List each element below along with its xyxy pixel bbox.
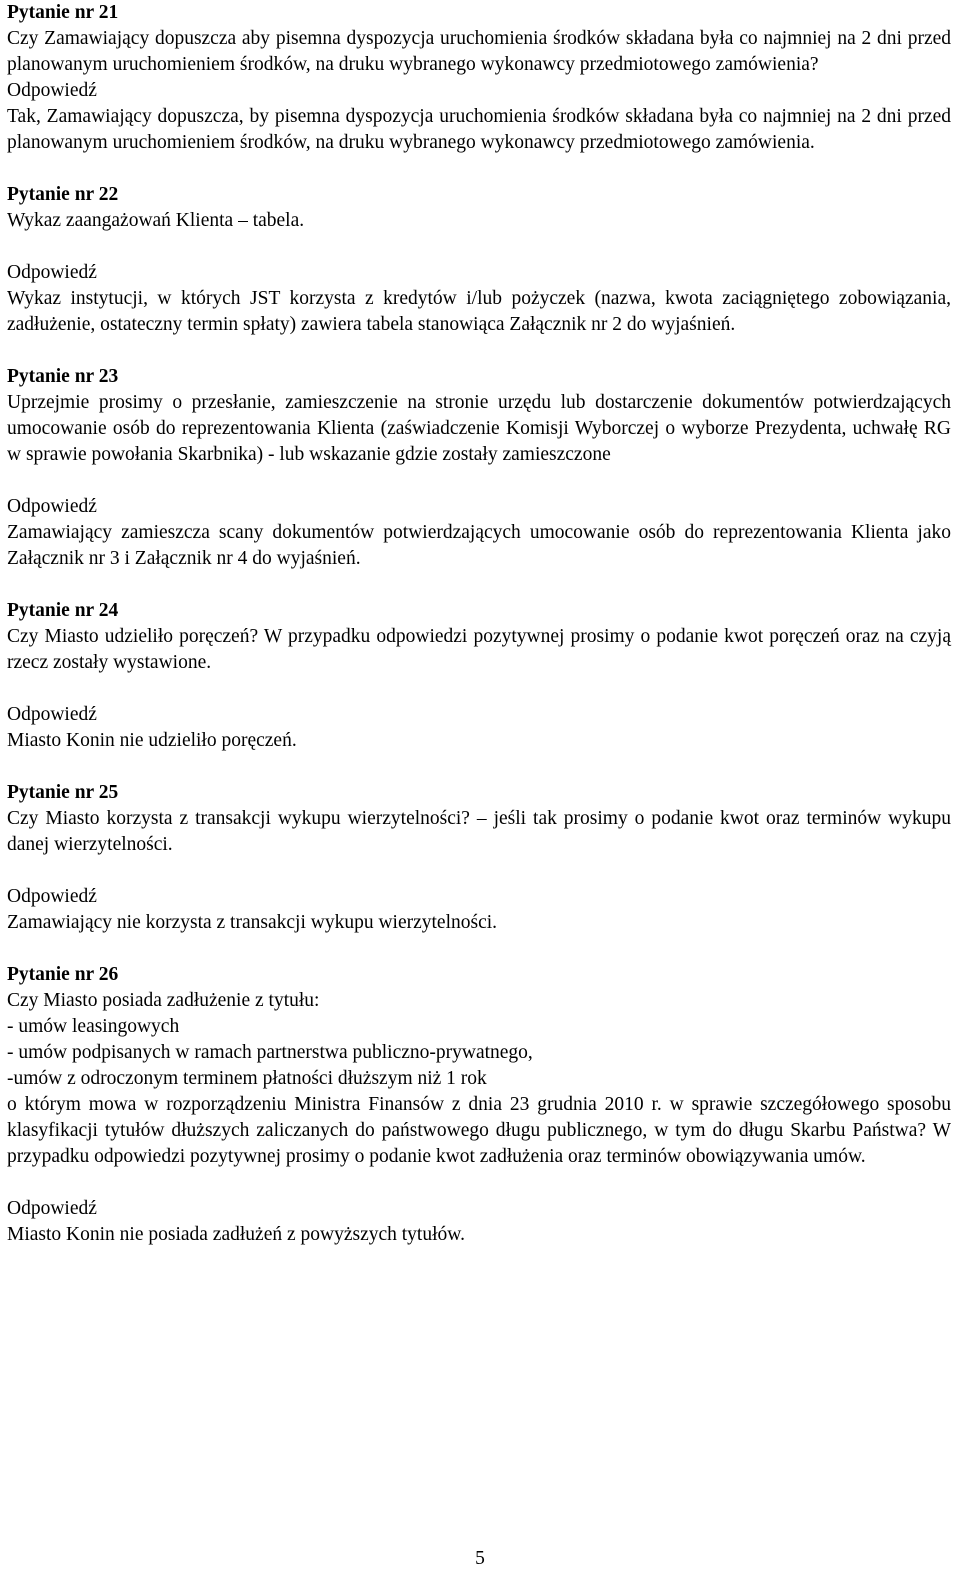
answer-23-text: Zamawiający zamieszcza scany dokumentów potwierdzających umocowanie osób do reprezentowania Klienta jako Załącznik nr 3 i Załącznik nr 4 do wyjaśnień.	[7, 522, 951, 569]
answer-22-label: Odpowiedź	[7, 262, 97, 283]
document-page	[7, 0, 951, 1248]
question-24-text: Czy Miasto udzieliło poręczeń? W przypadku odpowiedzi pozytywnej prosimy o podanie kwot poręczeń oraz na czyją rzecz zostały wystawione.	[7, 626, 951, 673]
answer-26-label: Odpowiedź	[7, 1198, 97, 1219]
question-22-title: Pytanie nr 22	[7, 184, 119, 205]
answer-24-label: Odpowiedź	[7, 704, 97, 725]
answer-21-text: Tak, Zamawiający dopuszcza, by pisemna dyspozycja uruchomienia środków składana była co najmniej na 2 dni przed planowanym uruchomieniem środków, na druku wybranego wykonawcy przedmiotowego zamówienia.	[7, 106, 951, 153]
answer-22-text: Wykaz instytucji, w których JST korzysta z kredytów i/lub pożyczek (nazwa, kwota zaciągniętego zobowiązania, zadłużenie, ostateczny termin spłaty) zawiera tabela stanowiąca Załącznik nr 2 do wyjaśnień.	[7, 288, 951, 335]
answer-21-label: Odpowiedź	[7, 80, 97, 101]
page-number: 5	[475, 1548, 485, 1569]
question-25-title: Pytanie nr 25	[7, 782, 119, 803]
question-23-text: Uprzejmie prosimy o przesłanie, zamieszczenie na stronie urzędu lub dostarczenie dokumentów potwierdzających umocowanie osób do reprezentowania Klienta (zaświadczenie Komisji Wyborczej o wyborze Prezydenta, uchwałę RG w sprawie powołania Skarbnika) - lub wskazanie gdzie zostały zamieszczone	[7, 392, 951, 465]
question-21-text: Czy Zamawiający dopuszcza aby pisemna dyspozycja uruchomienia środków składana była co najmniej na 2 dni przed planowanym uruchomieniem środków, na druku wybranego wykonawcy przedmiotowego zamówienia?	[7, 28, 951, 75]
question-26-text: o którym mowa w rozporządzeniu Ministra Finansów z dnia 23 grudnia 2010 r. w sprawie szczegółowego sposobu klasyfikacji tytułów dłuższych zaliczanych do państwowego długu publicznego, w tym do długu Skarbu Państwa? W przypadku odpowiedzi pozytywnej prosimy o podanie kwot zadłużenia oraz terminów obowiązywania umów.	[7, 1094, 951, 1167]
question-22-text: Wykaz zaangażowań Klienta – tabela.	[7, 210, 305, 231]
answer-25-text: Zamawiający nie korzysta z transakcji wykupu wierzytelności.	[7, 912, 498, 933]
answer-26-text: Miasto Konin nie posiada zadłużeń z powyższych tytułów.	[7, 1224, 465, 1245]
question-26-item: - umów podpisanych w ramach partnerstwa publiczno-prywatnego,	[7, 1042, 533, 1063]
question-26-item: - umów leasingowych	[7, 1016, 180, 1037]
question-26-intro: Czy Miasto posiada zadłużenie z tytułu:	[7, 990, 320, 1011]
question-26-title: Pytanie nr 26	[7, 964, 119, 985]
question-21-title: Pytanie nr 21	[7, 2, 119, 23]
question-24-title: Pytanie nr 24	[7, 600, 119, 621]
answer-24-text: Miasto Konin nie udzieliło poręczeń.	[7, 730, 297, 751]
question-25-text: Czy Miasto korzysta z transakcji wykupu wierzytelności? – jeśli tak prosimy o podanie kwot oraz terminów wykupu danej wierzytelności.	[7, 808, 951, 855]
question-23-title: Pytanie nr 23	[7, 366, 119, 387]
answer-23-label: Odpowiedź	[7, 496, 97, 517]
answer-25-label: Odpowiedź	[7, 886, 97, 907]
question-26-item: -umów z odroczonym terminem płatności dłuższym niż 1 rok	[7, 1068, 487, 1089]
